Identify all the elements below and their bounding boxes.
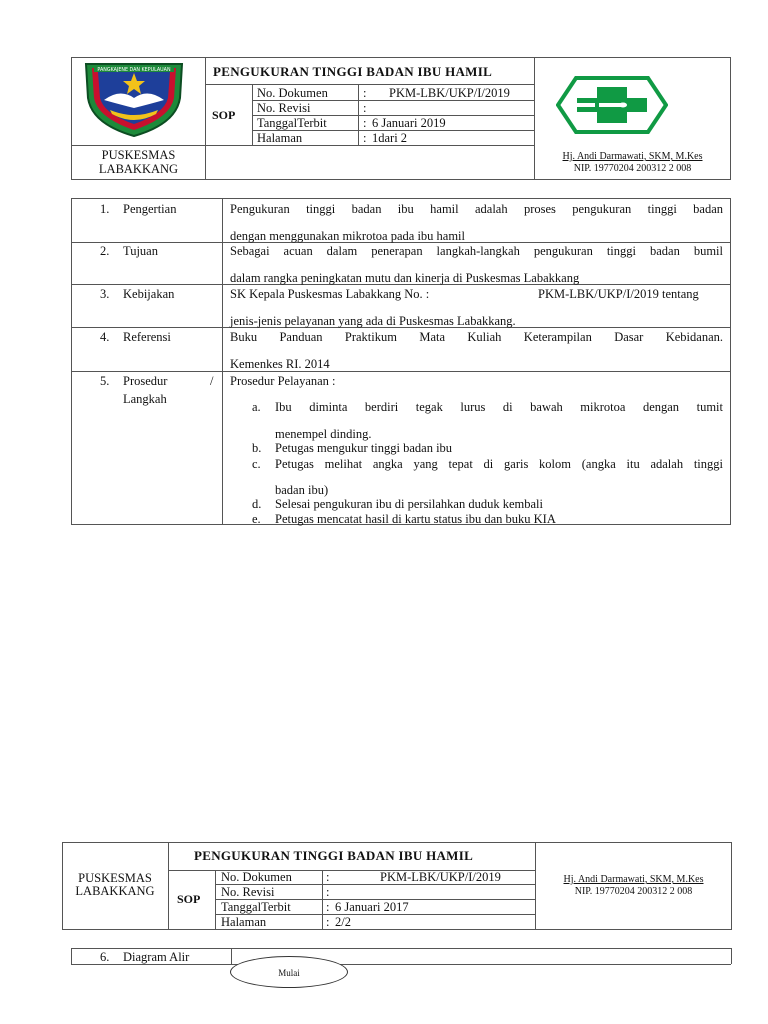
field-sep: :: [363, 101, 367, 115]
field-value-no-dokumen: PKM-LBK/UKP/I/2019: [380, 870, 501, 884]
section-number: 2.: [100, 244, 110, 258]
sop-title: PENGUKURAN TINGGI BADAN IBU HAMIL: [194, 848, 474, 863]
section-number: 5.: [100, 374, 110, 388]
field-value-tanggal-terbit: 6 Januari 2017: [335, 900, 409, 914]
signer-nip: NIP. 19770204 200312 2 008: [574, 886, 693, 897]
field-label-no-revisi: No. Revisi: [221, 885, 275, 899]
step-letter: d.: [252, 497, 262, 511]
field-label-no-revisi: No. Revisi: [257, 101, 311, 115]
step-a-line1: Ibu diminta berdiri tegak lurus di bawah mikrotoa dengan tumit: [275, 400, 723, 414]
sop-label: SOP: [212, 108, 236, 122]
field-sep: :: [326, 870, 330, 884]
step-c-line2: badan ibu): [275, 483, 329, 497]
step-letter: c.: [252, 457, 261, 471]
step-b-line1: Petugas mengukur tinggi badan ibu: [275, 441, 453, 455]
field-label-tanggal-terbit: TanggalTerbit: [257, 116, 327, 130]
field-value-tanggal-terbit: 6 Januari 2019: [372, 116, 446, 130]
field-label-tanggal-terbit: TanggalTerbit: [221, 900, 291, 914]
section-label-slash: /: [210, 374, 214, 388]
puskesmas-cross-logo: [556, 76, 668, 134]
prosedur-intro: Prosedur Pelayanan :: [230, 374, 336, 388]
kebijakan-line2: jenis-jenis pelayanan yang ada di Puskesmas Labakkang.: [230, 314, 516, 328]
section-label-kebijakan: Kebijakan: [123, 287, 175, 301]
section-label-diagram-alir: Diagram Alir: [123, 950, 190, 964]
kebijakan-line1-start: SK Kepala Puskesmas Labakkang No. :: [230, 287, 430, 301]
step-a-line2: menempel dinding.: [275, 427, 372, 441]
regency-emblem-logo: [80, 58, 188, 138]
step-letter: a.: [252, 400, 261, 414]
tujuan-line1: Sebagai acuan dalam penerapan langkah-langkah pengukuran tinggi badan bumil: [230, 244, 723, 258]
org-name-line1: PUSKESMAS: [101, 148, 176, 162]
emblem-motto-text: PANGKAJENE DAN KEPULAUAN: [97, 68, 171, 73]
kebijakan-line1-end: PKM-LBK/UKP/I/2019 tentang: [538, 287, 699, 301]
step-letter: e.: [252, 512, 261, 526]
step-letter: b.: [252, 441, 262, 455]
step-d-line1: Selesai pengukuran ibu di persilahkan duduk kembali: [275, 497, 543, 511]
sop-label: SOP: [177, 892, 201, 906]
field-value-halaman: 2/2: [335, 915, 351, 929]
pengertian-line1: Pengukuran tinggi badan ibu hamil adalah proses pengukuran tinggi badan: [230, 202, 723, 216]
field-sep: :: [363, 116, 367, 130]
field-label-no-dokumen: No. Dokumen: [257, 86, 328, 100]
section-label-tujuan: Tujuan: [123, 244, 158, 258]
referensi-line1: Buku Panduan Praktikum Mata Kuliah Keterampilan Dasar Kebidanan.: [230, 330, 723, 344]
section-label-referensi: Referensi: [123, 330, 171, 344]
pengertian-line2: dengan menggunakan mikrotoa pada ibu hamil: [230, 229, 466, 243]
section-number: 6.: [100, 950, 110, 964]
field-sep: :: [363, 131, 367, 145]
section-number: 4.: [100, 330, 110, 344]
field-label-halaman: Halaman: [257, 131, 303, 145]
sop-title: PENGUKURAN TINGGI BADAN IBU HAMIL: [213, 64, 493, 79]
field-value-halaman: 1dari 2: [372, 131, 408, 145]
section-number: 1.: [100, 202, 110, 216]
field-sep: :: [326, 885, 330, 899]
signer-nip: NIP. 19770204 200312 2 008: [573, 163, 692, 174]
section-label-pengertian: Pengertian: [123, 202, 177, 216]
referensi-line2: Kemenkes RI. 2014: [230, 357, 330, 371]
org-name-line2: LABAKKANG: [98, 162, 179, 176]
section-number: 3.: [100, 287, 110, 301]
field-label-halaman: Halaman: [221, 915, 267, 929]
signer-name: Hj. Andi Darmawati, SKM, M.Kes: [563, 874, 704, 885]
signer-name: Hj. Andi Darmawati, SKM, M.Kes: [562, 151, 703, 162]
step-c-line1: Petugas melihat angka yang tepat di garis kolom (angka itu adalah tinggi: [275, 457, 723, 471]
field-sep: :: [326, 900, 330, 914]
step-e-line1: Petugas mencatat hasil di kartu status ibu dan buku KIA: [275, 512, 556, 526]
org-name-line2: LABAKKANG: [75, 884, 155, 898]
field-value-no-dokumen: PKM-LBK/UKP/I/2019: [389, 86, 510, 100]
field-sep: :: [363, 86, 367, 100]
org-name-line1: PUSKESMAS: [78, 871, 152, 885]
section-label-prosedur: Prosedur: [123, 374, 168, 388]
field-sep: :: [326, 915, 330, 929]
field-label-no-dokumen: No. Dokumen: [221, 870, 292, 884]
section-label-langkah: Langkah: [123, 392, 167, 406]
tujuan-line2: dalam rangka peningkatan mutu dan kinerja di Puskesmas Labakkang: [230, 271, 580, 285]
flow-start-label: Mulai: [278, 968, 300, 978]
